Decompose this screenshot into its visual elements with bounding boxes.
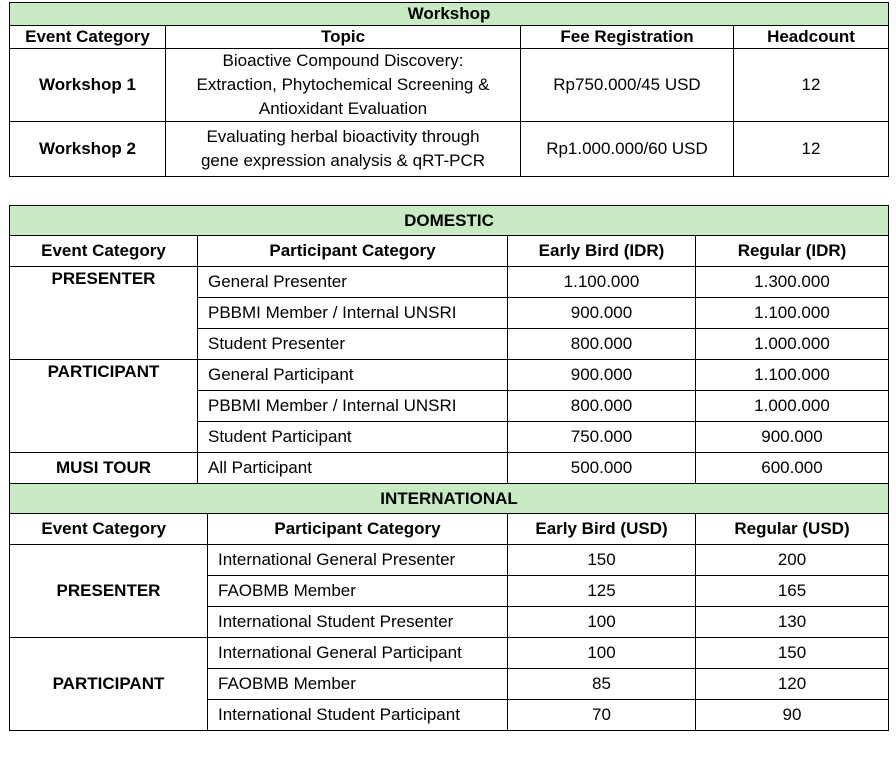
topic-line: Bioactive Compound Discovery: bbox=[222, 51, 464, 70]
workshop-title: Workshop bbox=[10, 3, 889, 26]
participant-category: PBBMI Member / Internal UNSRI bbox=[198, 391, 508, 422]
workshop-headcount: 12 bbox=[734, 122, 889, 177]
regular-fee: 1.100.000 bbox=[696, 298, 889, 329]
participant-category: All Participant bbox=[198, 453, 508, 484]
early-bird-fee: 100 bbox=[508, 638, 696, 669]
workshop-header-headcount: Headcount bbox=[734, 26, 889, 49]
early-bird-fee: 500.000 bbox=[508, 453, 696, 484]
table-row bbox=[10, 638, 889, 669]
workshop-headcount: 12 bbox=[734, 49, 889, 122]
participant-category: General Presenter bbox=[198, 267, 508, 298]
regular-fee: 1.000.000 bbox=[696, 329, 889, 360]
workshop-fee: Rp1.000.000/60 USD bbox=[521, 122, 734, 177]
topic-line: gene expression analysis & qRT-PCR bbox=[200, 151, 486, 170]
regular-fee: 1.000.000 bbox=[696, 391, 889, 422]
table-row bbox=[10, 122, 889, 177]
fee-table bbox=[9, 205, 889, 731]
early-bird-fee: 85 bbox=[508, 669, 696, 700]
regular-fee: 120 bbox=[696, 669, 889, 700]
early-bird-fee: 900.000 bbox=[508, 360, 696, 391]
domestic-header-participant: Participant Category bbox=[198, 236, 508, 267]
workshop-topic bbox=[166, 122, 521, 177]
workshop-category: Workshop 1 bbox=[10, 49, 166, 122]
international-category-presenter: PRESENTER bbox=[10, 545, 208, 638]
regular-fee: 1.300.000 bbox=[696, 267, 889, 298]
early-bird-fee: 150 bbox=[508, 545, 696, 576]
international-header-regular: Regular (USD) bbox=[696, 514, 889, 545]
workshop-category: Workshop 2 bbox=[10, 122, 166, 177]
international-header-early: Early Bird (USD) bbox=[508, 514, 696, 545]
participant-category: Student Presenter bbox=[198, 329, 508, 360]
international-title: INTERNATIONAL bbox=[10, 484, 889, 514]
participant-category: FAOBMB Member bbox=[208, 576, 508, 607]
workshop-header-topic: Topic bbox=[166, 26, 521, 49]
regular-fee: 200 bbox=[696, 545, 889, 576]
regular-fee: 150 bbox=[696, 638, 889, 669]
workshop-fee: Rp750.000/45 USD bbox=[521, 49, 734, 122]
topic-line: Evaluating herbal bioactivity through bbox=[206, 127, 480, 146]
domestic-category-presenter: PRESENTER bbox=[10, 267, 198, 360]
participant-category: General Participant bbox=[198, 360, 508, 391]
regular-fee: 600.000 bbox=[696, 453, 889, 484]
workshop-topic bbox=[166, 49, 521, 122]
header-spacer bbox=[198, 514, 208, 545]
participant-category: International Student Participant bbox=[208, 700, 508, 731]
table-row bbox=[10, 267, 889, 298]
early-bird-fee: 800.000 bbox=[508, 329, 696, 360]
participant-category: International Student Presenter bbox=[208, 607, 508, 638]
domestic-header-early: Early Bird (IDR) bbox=[508, 236, 696, 267]
domestic-category-musi-tour: MUSI TOUR bbox=[10, 453, 198, 484]
regular-fee: 90 bbox=[696, 700, 889, 731]
early-bird-fee: 125 bbox=[508, 576, 696, 607]
table-row bbox=[10, 545, 889, 576]
early-bird-fee: 750.000 bbox=[508, 422, 696, 453]
domestic-header-regular: Regular (IDR) bbox=[696, 236, 889, 267]
table-row bbox=[10, 360, 889, 391]
participant-category: FAOBMB Member bbox=[208, 669, 508, 700]
international-category-participant: PARTICIPANT bbox=[10, 638, 208, 731]
domestic-header-category: Event Category bbox=[10, 236, 198, 267]
workshop-header-category: Event Category bbox=[10, 26, 166, 49]
workshop-table bbox=[9, 2, 889, 177]
domestic-title: DOMESTIC bbox=[10, 206, 889, 236]
early-bird-fee: 1.100.000 bbox=[508, 267, 696, 298]
early-bird-fee: 900.000 bbox=[508, 298, 696, 329]
domestic-category-participant: PARTICIPANT bbox=[10, 360, 198, 453]
regular-fee: 165 bbox=[696, 576, 889, 607]
international-header-category: Event Category bbox=[10, 514, 198, 545]
participant-category: International General Participant bbox=[208, 638, 508, 669]
table-row bbox=[10, 453, 889, 484]
table-row bbox=[10, 49, 889, 122]
topic-line: Antioxidant Evaluation bbox=[258, 99, 428, 118]
early-bird-fee: 800.000 bbox=[508, 391, 696, 422]
participant-category: International General Presenter bbox=[208, 545, 508, 576]
international-header-participant: Participant Category bbox=[208, 514, 508, 545]
workshop-header-fee: Fee Registration bbox=[521, 26, 734, 49]
early-bird-fee: 100 bbox=[508, 607, 696, 638]
regular-fee: 1.100.000 bbox=[696, 360, 889, 391]
topic-line: Extraction, Phytochemical Screening & bbox=[196, 75, 490, 94]
regular-fee: 900.000 bbox=[696, 422, 889, 453]
regular-fee: 130 bbox=[696, 607, 889, 638]
participant-category: PBBMI Member / Internal UNSRI bbox=[198, 298, 508, 329]
participant-category: Student Participant bbox=[198, 422, 508, 453]
early-bird-fee: 70 bbox=[508, 700, 696, 731]
